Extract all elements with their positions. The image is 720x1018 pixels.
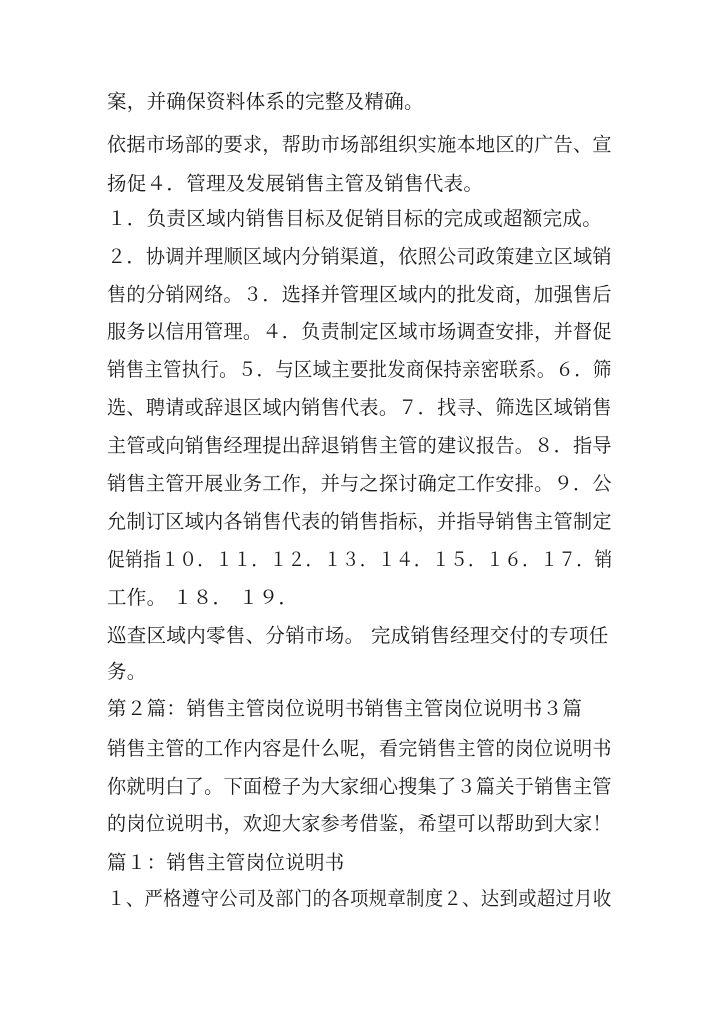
text-line: 扬促４．管理及发展销售主管及销售代表。: [107, 172, 484, 195]
text-line: 务。: [107, 660, 147, 683]
text-line: １、严格遵守公司及部门的各项规章制度２、达到或超过月收: [107, 887, 612, 910]
text-line: 允制订区域内各销售代表的销售指标，并指导销售主管制定: [107, 510, 612, 533]
text-line: 销售主管的工作内容是什么呢，看完销售主管的岗位说明书: [107, 737, 612, 760]
section-heading: 篇１：销售主管岗位说明书: [107, 851, 345, 874]
text-line: 的岗位说明书，欢迎大家参考借鉴，希望可以帮助到大家！: [107, 812, 612, 835]
text-line: 巡查区域内零售、分销市场。 完成销售经理交付的专项任: [107, 624, 609, 647]
text-line: 促销指１０．１１．１２．１３．１４．１５．１６．１７．销: [107, 548, 613, 571]
text-line: 选、聘请或辞退区域内销售代表。７．找寻、筛选区域销售: [107, 396, 612, 419]
text-line: 销售主管执行。５．与区域主要批发商保持亲密联系。６．筛: [107, 358, 612, 381]
text-line: 销售主管开展业务工作，并与之探讨确定工作安排。９．公: [107, 472, 612, 495]
text-line: １．负责区域内销售目标及促销目标的完成或超额完成。: [107, 207, 603, 230]
text-line: ２．协调并理顺区域内分销渠道，依照公司政策建立区域销: [107, 245, 612, 268]
text-line: 你就明白了。下面橙子为大家细心搜集了３篇关于销售主管: [107, 775, 612, 798]
section-heading: 第２篇：销售主管岗位说明书销售主管岗位说明书３篇: [107, 697, 583, 720]
text-line: 服务以信用管理。４．负责制定区域市场调查安排，并督促: [107, 320, 612, 343]
text-line: 案，并确保资料体系的完整及精确。: [107, 90, 424, 113]
text-line: 售的分销网络。３．选择并管理区域内的批发商，加强售后: [107, 283, 612, 306]
text-line: 主管或向销售经理提出辞退销售主管的建议报告。８．指导: [107, 434, 612, 457]
text-line: 依据市场部的要求，帮助市场部组织实施本地区的广告、宣: [107, 133, 612, 156]
text-line: 工作。 １８． １９．: [107, 586, 299, 609]
